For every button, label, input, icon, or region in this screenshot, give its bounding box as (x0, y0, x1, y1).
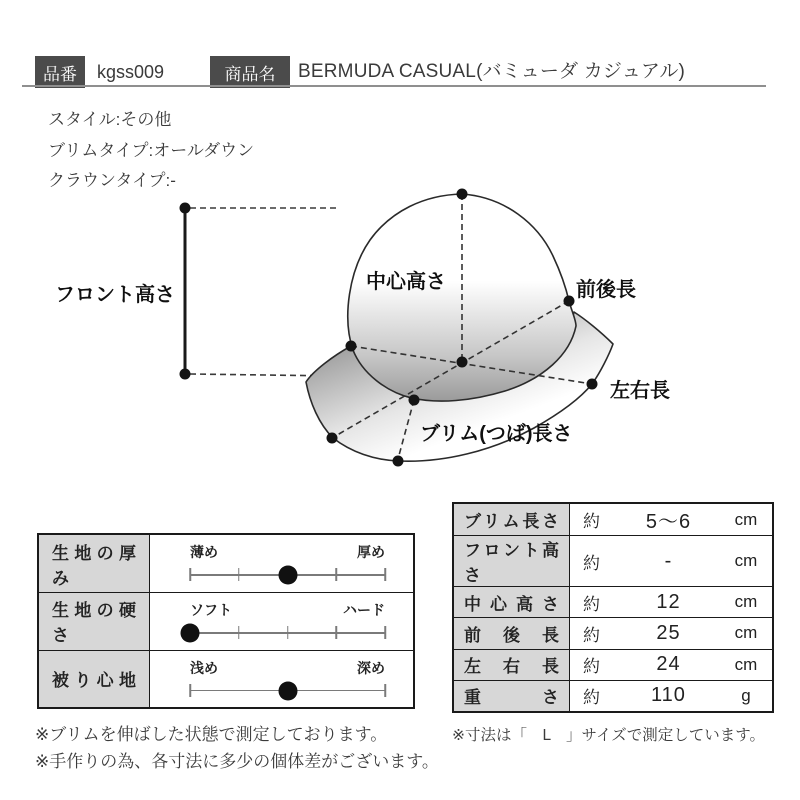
row-label-text: 前後長 (464, 625, 559, 645)
footnote-handmade: ※手作りの為、各寸法に多少の個体差がございます。 (35, 752, 439, 771)
fabric-property-table (37, 533, 415, 709)
label-brim-length: ブリム(つば)長さ (420, 423, 573, 445)
fabric-row-scale (150, 593, 413, 649)
approx-mark: 約 (583, 657, 600, 677)
measure-value: 25 (656, 621, 681, 644)
label-center-height: 中心高さ (366, 271, 446, 293)
fabric-row-label (39, 651, 150, 707)
measure-value: - (664, 549, 673, 572)
row-label (454, 618, 570, 648)
measure-value: 24 (656, 653, 681, 676)
approx-mark: 約 (583, 688, 600, 708)
table-row-center-height (454, 586, 772, 617)
table-row-front-height (454, 535, 772, 586)
row-values (570, 681, 772, 711)
scale-right-label: 厚め (357, 544, 385, 560)
dot-crown-top (457, 189, 468, 200)
row-label-text: 重さ (464, 688, 559, 708)
row-label (454, 650, 570, 680)
fabric-row-hardness (39, 592, 413, 649)
row-values (570, 650, 772, 680)
row-label (454, 536, 570, 586)
slider-tick (336, 568, 338, 581)
row-label (454, 504, 570, 535)
hardness-slider (190, 624, 385, 642)
slider-tick (189, 684, 191, 697)
spec-brim-type: ブリムタイプ:オールダウン (48, 141, 255, 160)
scale-left-label: 浅め (190, 659, 218, 676)
item-code-tag: 品番 (35, 56, 85, 88)
slider-tick (238, 568, 240, 581)
approx-mark: 約 (583, 594, 600, 614)
dot-brim-bottom-left (327, 433, 338, 444)
measure-unit: cm (734, 654, 758, 674)
scale-right-label: 深め (357, 659, 385, 676)
fabric-row-thickness (39, 535, 413, 592)
table-row-brim-length (454, 504, 772, 535)
dot-brim-front (409, 395, 420, 406)
footnotes-left (35, 721, 439, 775)
label-front-height: フロント高さ (55, 284, 175, 306)
slider-dot (181, 624, 200, 643)
spec-crown-type: クラウンタイプ:- (48, 171, 176, 190)
slider-dot (278, 566, 297, 585)
table-row-weight (454, 680, 772, 711)
dot-front-height-bottom (180, 369, 191, 380)
dot-brim-bottom-center (393, 456, 404, 467)
approx-mark: 約 (583, 512, 600, 532)
measure-value: 110 (651, 684, 686, 707)
fabric-row-label-text: 被り心地 (52, 671, 136, 691)
row-label-text: ブリム長さ (464, 512, 559, 532)
scale-right-label: ハード (343, 602, 385, 619)
slider-tick (336, 626, 338, 639)
dot-front-back (564, 296, 575, 307)
row-values (570, 504, 772, 535)
row-label-text: フロント高さ (464, 541, 559, 586)
measure-unit: g (741, 685, 751, 705)
dot-crown-center (457, 357, 468, 368)
slider-tick (384, 626, 386, 639)
slider-tick (287, 626, 289, 639)
measure-unit: cm (734, 509, 758, 529)
measure-value: 5〜6 (645, 511, 692, 534)
dot-front-height-top (180, 203, 191, 214)
item-code-value: kgss009 (97, 62, 165, 82)
slider-tick (384, 684, 386, 697)
footnote-brim-measured: ※ブリムを伸ばした状態で測定しております。 (35, 725, 388, 744)
fabric-row-label (39, 593, 150, 649)
product-name-tag: 商品名 (210, 56, 290, 88)
row-values (570, 618, 772, 648)
thickness-slider (190, 566, 385, 584)
table-row-front-back (454, 617, 772, 648)
row-label-text: 左右長 (464, 657, 559, 677)
label-left-right-length: 左右長 (610, 380, 670, 402)
row-values (570, 536, 772, 586)
fit-depth-slider (190, 682, 385, 700)
label-front-back-length: 前後長 (576, 279, 636, 301)
table-row-left-right (454, 649, 772, 680)
slider-tick (384, 568, 386, 581)
fabric-row-scale (150, 651, 413, 707)
measure-value: 12 (656, 590, 681, 613)
scale-endpoint-labels (190, 658, 385, 678)
row-label (454, 681, 570, 711)
scale-endpoint-labels (190, 542, 385, 562)
row-label (454, 587, 570, 617)
fabric-row-label (39, 535, 150, 592)
fabric-row-scale (150, 535, 413, 592)
dot-left-right (587, 379, 598, 390)
approx-mark: 約 (583, 625, 600, 645)
scale-left-label: ソフト (190, 602, 232, 619)
fabric-row-label-text: 生地の厚み (52, 543, 136, 588)
row-label-text: 中心高さ (464, 594, 559, 614)
measurement-table (452, 502, 774, 713)
fabric-row-label-text: 生地の硬さ (52, 601, 136, 646)
product-name-value: BERMUDA CASUAL(バミューダ カジュアル) (298, 61, 686, 82)
slider-tick (238, 626, 240, 639)
fabric-row-fit (39, 650, 413, 707)
measure-unit: cm (734, 551, 758, 571)
slider-dot (278, 681, 297, 700)
scale-left-label: 薄め (190, 544, 218, 560)
dot-left-junction (346, 341, 357, 352)
measure-unit: cm (734, 623, 758, 643)
spec-style: スタイル:その他 (48, 110, 172, 129)
row-values (570, 587, 772, 617)
scale-endpoint-labels (190, 600, 385, 620)
measure-unit: cm (734, 592, 758, 612)
footnote-size-l: ※寸法は「 L 」サイズで測定しています。 (452, 727, 766, 744)
approx-mark: 約 (583, 553, 600, 573)
slider-tick (189, 568, 191, 581)
